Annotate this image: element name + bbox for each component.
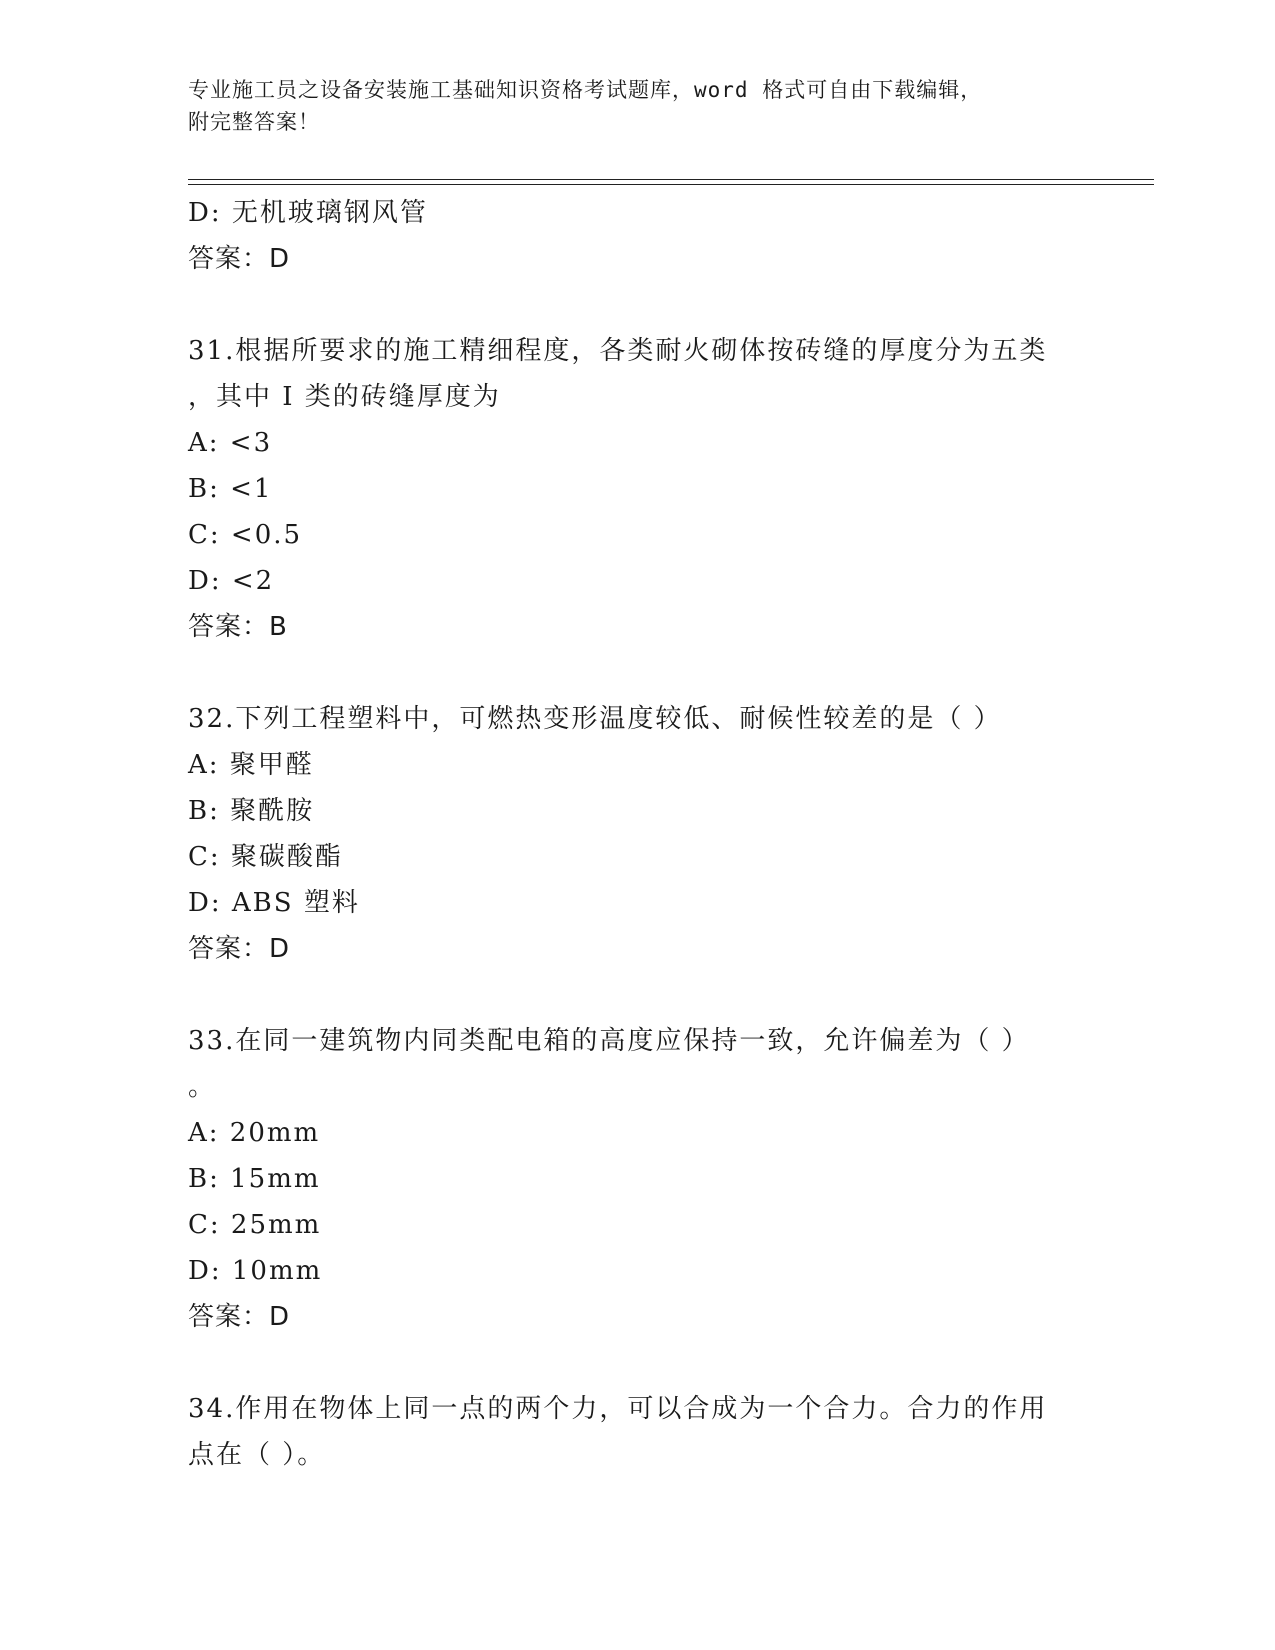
- option-a: A: <3: [188, 428, 273, 458]
- header-line-2: 附完整答案！: [188, 110, 320, 134]
- header-line-1: 专业施工员之设备安装施工基础知识资格考试题库，word 格式可自由下载编辑，: [188, 78, 983, 102]
- option-d: D: ABS 塑料: [188, 888, 360, 918]
- option-c: C: <0.5: [188, 520, 303, 550]
- answer: 答案：D: [188, 934, 291, 964]
- question-32: [188, 696, 1088, 972]
- question-stem: 34.作用在物体上同一点的两个力，可以合成为一个合力。合力的作用: [188, 1394, 1048, 1424]
- answer: 答案：B: [188, 612, 288, 642]
- prev-option-d: D: 无机玻璃钢风管: [188, 198, 428, 228]
- question-33: [188, 1018, 1088, 1340]
- option-c: C: 25mm: [188, 1210, 322, 1240]
- spacer: [188, 1340, 1088, 1386]
- spacer: [188, 282, 1088, 328]
- option-d: D: <2: [188, 566, 275, 596]
- option-a: A: 聚甲醛: [188, 750, 314, 780]
- question-31: [188, 328, 1088, 650]
- question-34: [188, 1386, 1088, 1478]
- option-b: B: <1: [188, 474, 273, 504]
- prev-answer: 答案：D: [188, 244, 291, 274]
- spacer: [188, 972, 1088, 1018]
- answer: 答案：D: [188, 1302, 291, 1332]
- spacer: [188, 650, 1088, 696]
- question-stem: 33.在同一建筑物内同类配电箱的高度应保持一致，允许偏差为（ ）: [188, 1026, 1030, 1056]
- option-d: D: 10mm: [188, 1256, 323, 1286]
- header-rule-top: [188, 179, 1154, 180]
- question-stem: 32.下列工程塑料中，可燃热变形温度较低、耐候性较差的是（ ）: [188, 704, 1002, 734]
- question-content: [188, 190, 1088, 1478]
- option-b: B: 聚酰胺: [188, 796, 315, 826]
- question-stem: 点在（ ）。: [188, 1440, 326, 1470]
- question-stem: 。: [188, 1072, 217, 1102]
- question-stem: 31.根据所要求的施工精细程度，各类耐火砌体按砖缝的厚度分为五类: [188, 336, 1048, 366]
- option-b: B: 15mm: [188, 1164, 321, 1194]
- option-a: A: 20mm: [188, 1118, 321, 1148]
- document-header: [188, 74, 1068, 138]
- question-stem: ，其中 I 类的砖缝厚度为: [188, 382, 501, 412]
- header-rule-bottom: [188, 184, 1154, 185]
- option-c: C: 聚碳酸酯: [188, 842, 343, 872]
